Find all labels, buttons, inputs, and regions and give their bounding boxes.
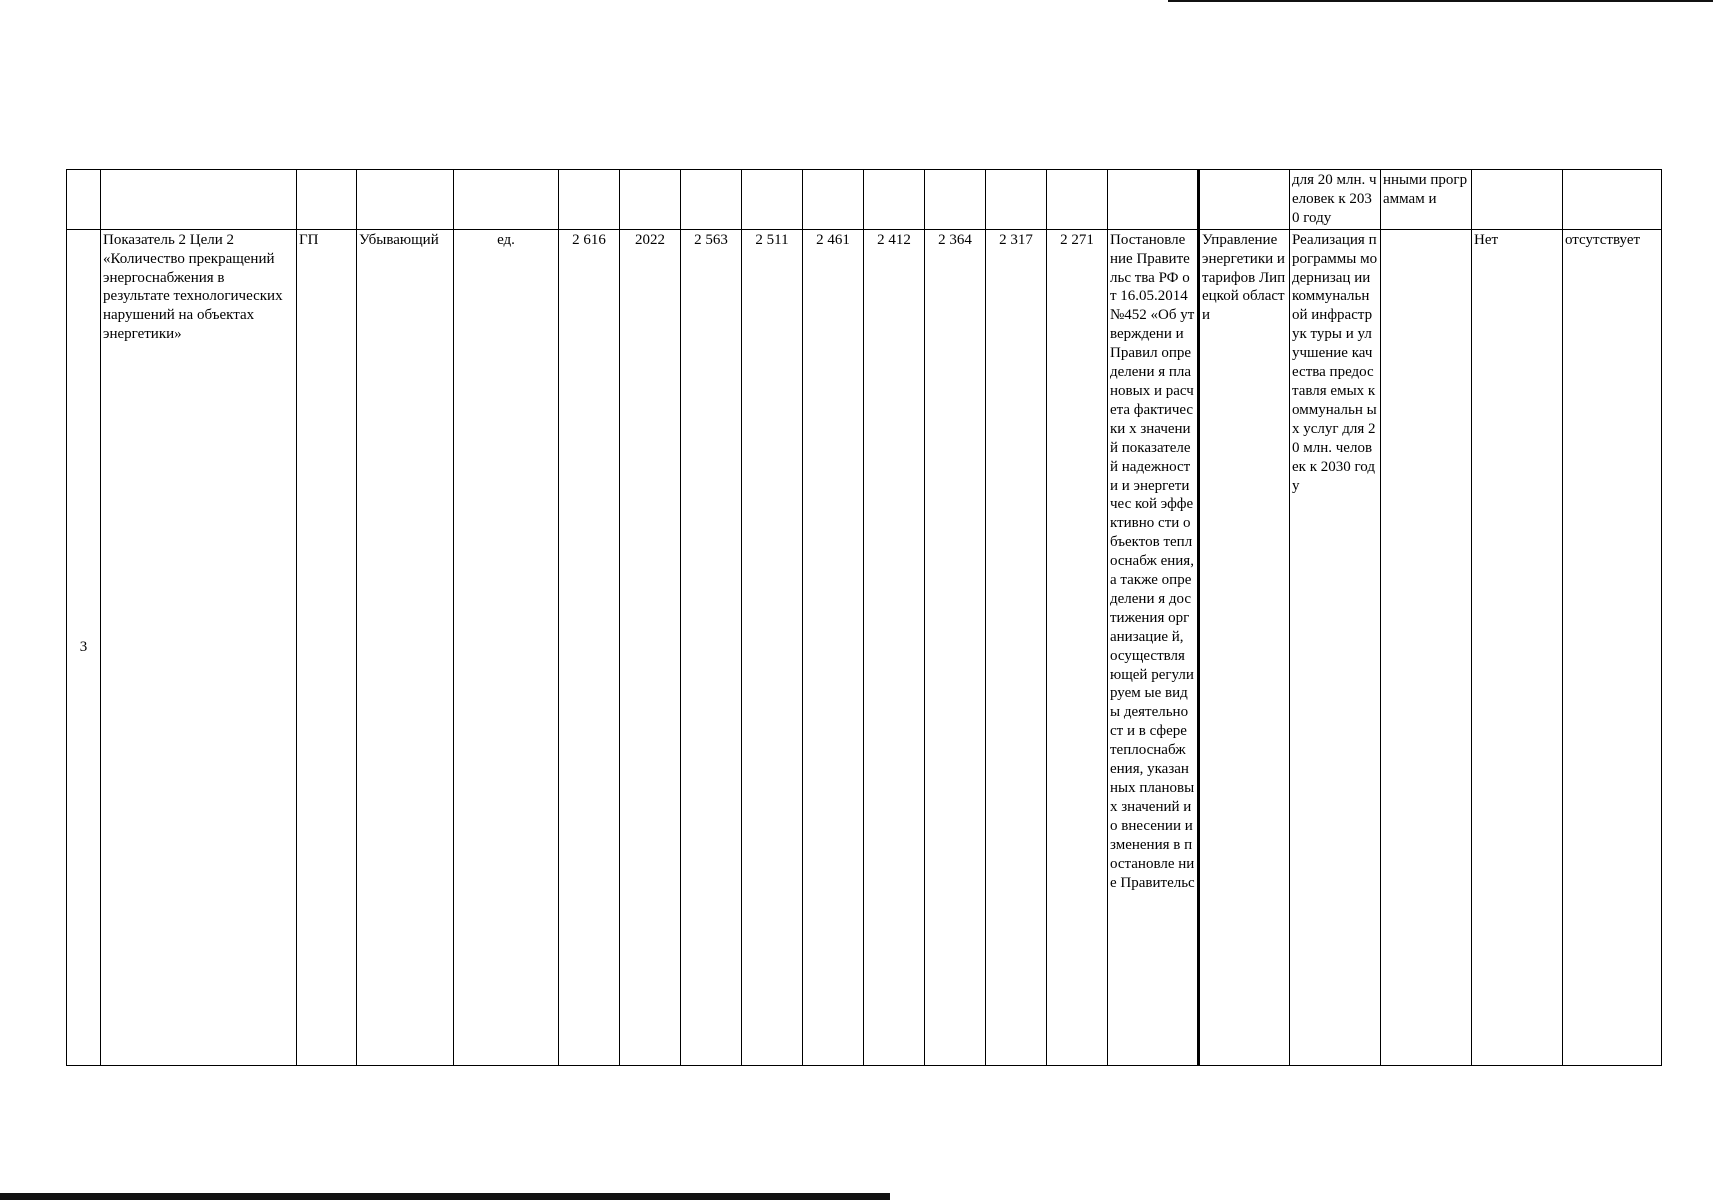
scan-edge-bottom	[0, 1193, 890, 1200]
national-goal: Реализация программы модернизац ии коммунальн ой инфраструк туры и улучшение качества предоставля емых коммунальн ых услуг для 20 млн. человек к 2030 году	[1290, 229, 1381, 1065]
year-value: 2 317	[986, 229, 1047, 1065]
year-value: 2 563	[681, 229, 742, 1065]
link-cell	[1381, 229, 1472, 1065]
year-value: 2 511	[742, 229, 803, 1065]
cell-empty	[620, 170, 681, 230]
year-value: 2 271	[1047, 229, 1108, 1065]
year-value: 2 412	[864, 229, 925, 1065]
continuation-row	[67, 170, 1662, 230]
cell-empty	[803, 170, 864, 230]
cell-empty	[357, 170, 454, 230]
row-number: 3	[67, 229, 101, 1065]
cell-empty	[1199, 170, 1290, 230]
cell-empty	[1472, 170, 1563, 230]
cell-empty	[559, 170, 620, 230]
cell-empty	[986, 170, 1047, 230]
info-system: отсутствует	[1563, 229, 1662, 1065]
indicator-table	[66, 169, 1662, 1066]
year-value: 2 364	[925, 229, 986, 1065]
indicator-level: ГП	[297, 229, 357, 1065]
responsible-body: Управление энергетики и тарифов Липецкой области	[1199, 229, 1290, 1065]
indicator-trend: Убывающий	[357, 229, 454, 1065]
base-year: 2022	[620, 229, 681, 1065]
cell-empty	[1563, 170, 1662, 230]
regulatory-document: Постановле ние Правительс тва РФ от 16.05.2014 №452 «Об утверждени и Правил определени я плановых и расчета фактически х значений показателей надежности и энергетичес кой эффективно сти объектов теплоснабж ения, а также определени я достижения организацие й, осуществля ющей регулируем ые виды деятельност и в сфере теплоснабж ения, указанных плановых значений и о внесении изменения в постановле ние Правительс	[1108, 229, 1199, 1065]
cell-empty	[454, 170, 559, 230]
indicator-row	[67, 229, 1662, 1065]
year-value: 2 461	[803, 229, 864, 1065]
scan-edge-top	[1168, 0, 1713, 2]
cell-empty	[742, 170, 803, 230]
base-value: 2 616	[559, 229, 620, 1065]
cell-empty	[67, 170, 101, 230]
cell-empty	[681, 170, 742, 230]
cell-empty	[1108, 170, 1199, 230]
cell-empty	[1047, 170, 1108, 230]
cell-empty	[297, 170, 357, 230]
national-goal-continuation: для 20 млн. человек к 2030 году	[1290, 170, 1381, 230]
cell-empty	[101, 170, 297, 230]
cell-empty	[925, 170, 986, 230]
link-continuation: нными программам и	[1381, 170, 1472, 230]
cell-empty	[864, 170, 925, 230]
gis-flag: Нет	[1472, 229, 1563, 1065]
indicator-name: Показатель 2 Цели 2 «Количество прекращений энергоснабжения в результате технологических нарушений на объектах энергетики»	[101, 229, 297, 1065]
indicator-unit: ед.	[454, 229, 559, 1065]
